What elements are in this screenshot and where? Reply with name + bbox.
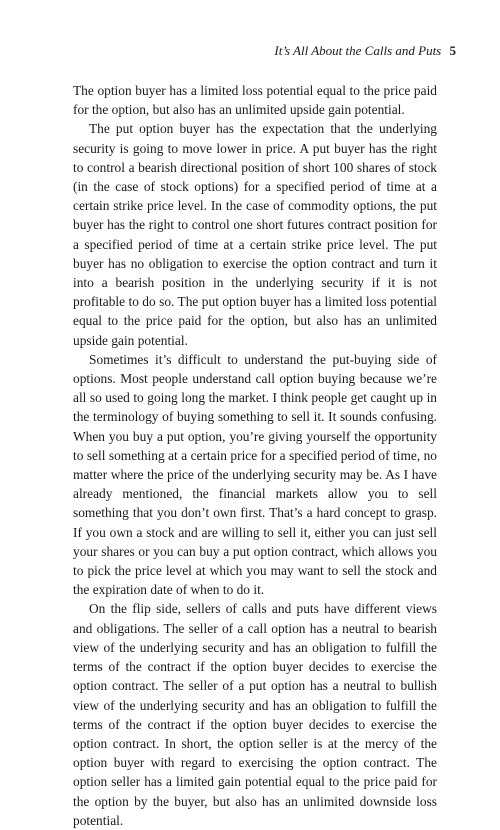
paragraph-2: The put option buyer has the expectation that the underlying security is going to move lower in price. A put buyer has the right to control a bearish directional position of short 100 shares of stock (in the case of stock options) for a specified period of time at a certain strike price level. In the case of commodity options, the put buyer has the right to control one short futures contract position for a specified period of time at a certain strike price level. The put buyer has no obligation to exercise the option contract and turn it into a bearish position in the underlying security if it is not profitable to do so. The put option buyer has a limited loss potential equal to the price paid for the option, but also has an unlimited upside gain potential. — [73, 121, 437, 348]
running-head-title: It’s All About the Calls and Puts — [274, 43, 442, 58]
paragraph-1: The option buyer has a limited loss potential equal to the price paid for the option, but also has an unlimited upside gain potential. — [73, 83, 437, 118]
body-text — [73, 81, 437, 830]
page-number: 5 — [449, 43, 456, 58]
paragraph-4: On the flip side, sellers of calls and puts have different views and obligations. The seller of a call option has a neutral to bearish view of the underlying security and has an obligation to fulfill the terms of the contract if the option buyer decides to exercise the option contract. The seller of a put option has a neutral to bullish view of the underlying security and has an obligation to fulfill the terms of the contract if the option buyer decides to exercise the option contract. In short, the option seller is at the mercy of the option buyer with regard to exercising the option contract. The option seller has a limited gain potential equal to the price paid for the option by the buyer, but also has an unlimited downside loss potential. — [73, 601, 437, 828]
running-head — [274, 43, 456, 59]
paragraph-3: Sometimes it’s difficult to understand the put-buying side of options. Most people understand call option buying because we’re all so used to going long the market. I think people get caught up in the terminology of buying something to sell it. It sounds confusing. When you buy a put option, you’re giving yourself the opportunity to sell something at a certain price for a specified period of time, no matter where the price of the underlying security may be. As I have already mentioned, the financial markets allow you to sell something that you don’t own first. That’s a hard concept to grasp. If you own a stock and are willing to sell it, either you can just sell your shares or you can buy a put option contract, which allows you to pick the price level at which you may want to sell the stock and the expiration date of when to do it. — [73, 351, 437, 598]
